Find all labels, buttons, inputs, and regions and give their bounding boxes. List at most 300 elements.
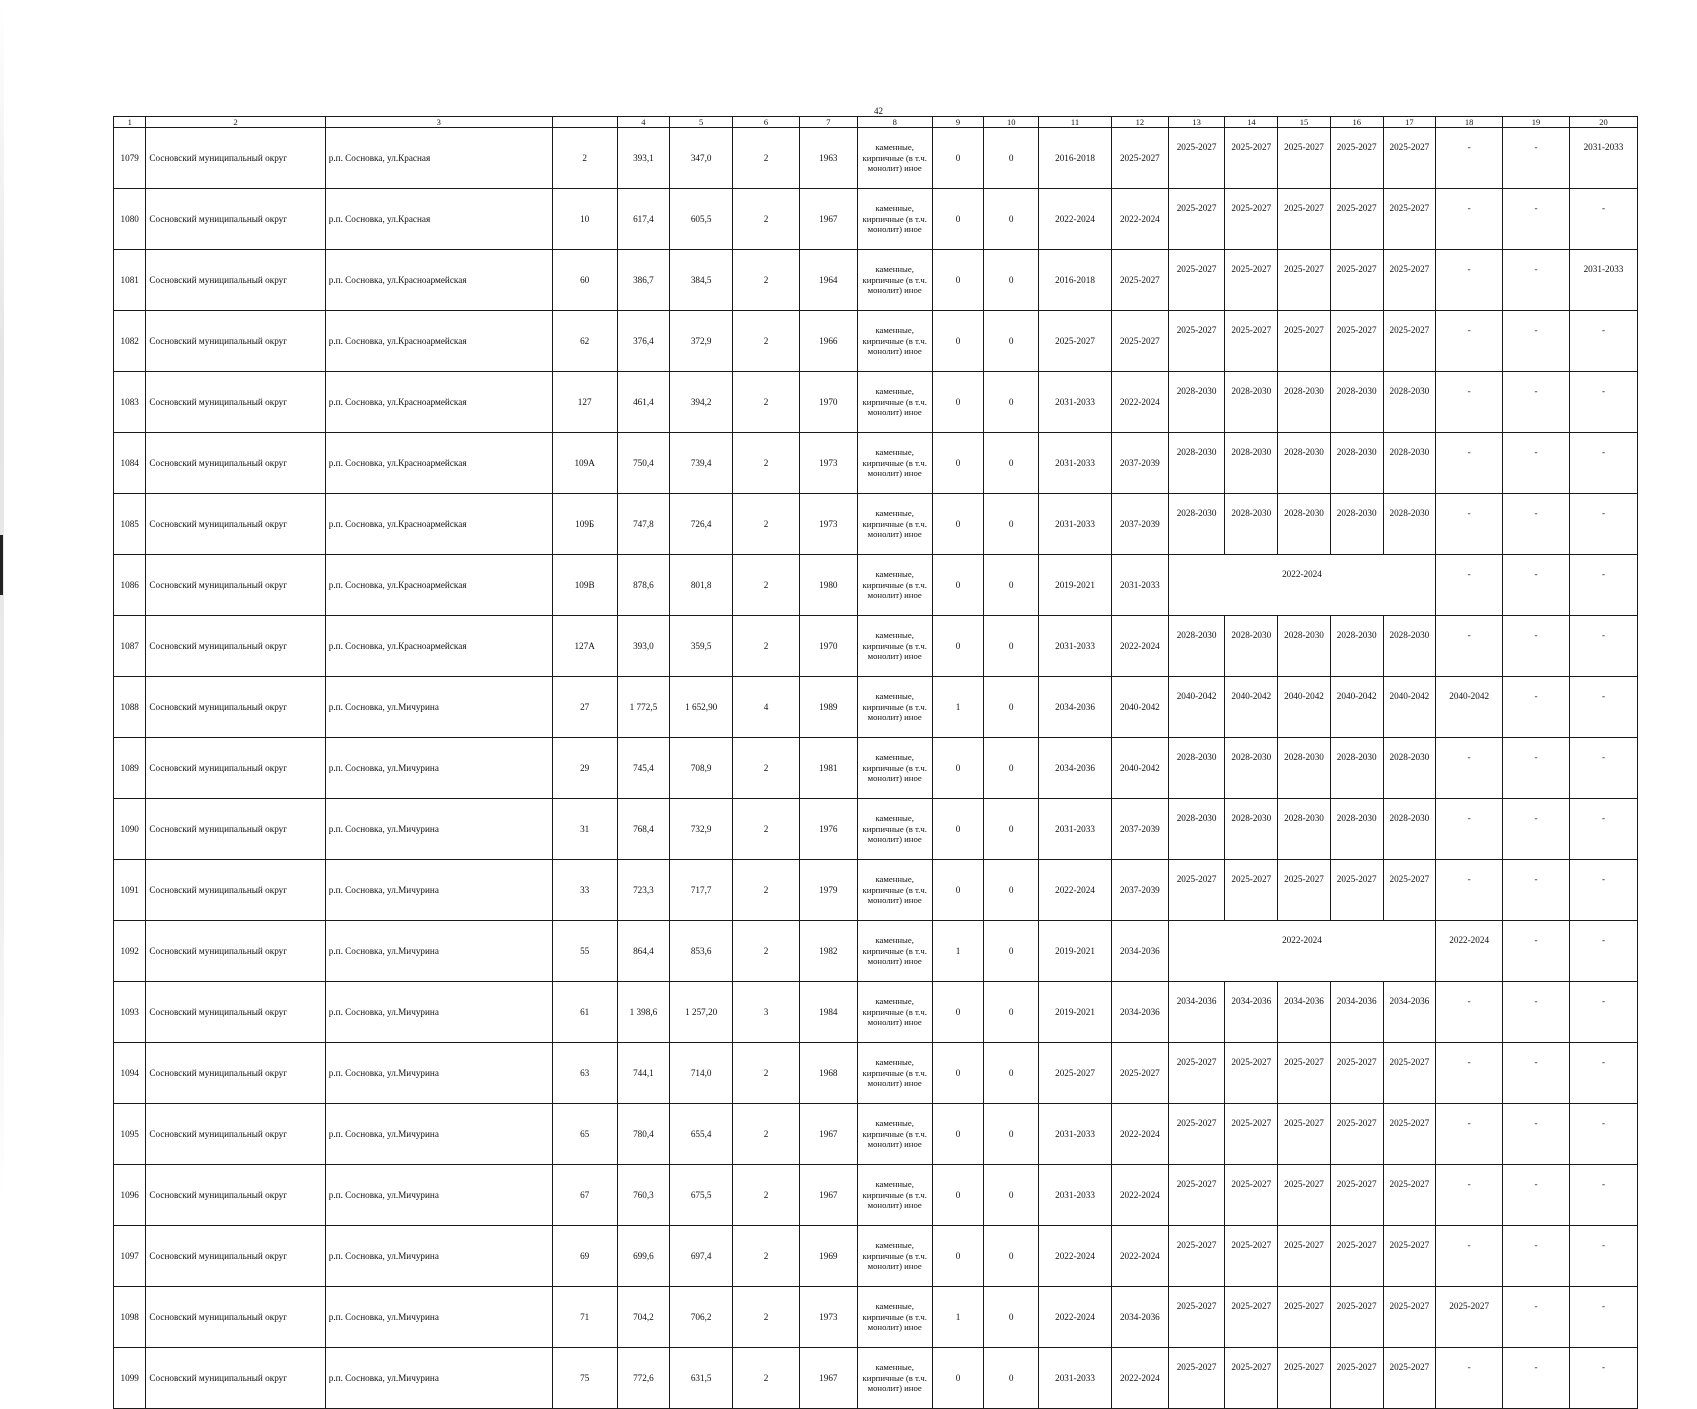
table-cell: 0 [932, 494, 984, 555]
table-cell: 2025-2027 [1112, 1043, 1169, 1104]
table-cell: 0 [984, 738, 1039, 799]
table-cell: 0 [984, 921, 1039, 982]
table-cell: 1086 [114, 555, 146, 616]
table-cell: 2025-2027 [1225, 189, 1278, 250]
table-cell: 2 [733, 433, 800, 494]
table-cell: 2022-2024 [1168, 921, 1435, 982]
table-cell: 772,6 [617, 1348, 670, 1409]
table-cell: 780,4 [617, 1104, 670, 1165]
table-cell: 2025-2027 [1330, 1043, 1383, 1104]
table-cell: - [1503, 616, 1570, 677]
table-cell: 2028-2030 [1225, 433, 1278, 494]
table-cell: 2025-2027 [1168, 1165, 1225, 1226]
table-cell: 71 [552, 1287, 617, 1348]
table-cell: 2025-2027 [1112, 128, 1169, 189]
table-cell: - [1503, 982, 1570, 1043]
table-cell: 1079 [114, 128, 146, 189]
table-cell: 2025-2027 [1225, 1348, 1278, 1409]
table-cell: 1973 [799, 433, 857, 494]
table-cell: Сосновский муниципальный округ [146, 1104, 325, 1165]
column-number: 14 [1225, 117, 1278, 128]
table-cell: 2025-2027 [1383, 860, 1436, 921]
table-cell: 0 [984, 128, 1039, 189]
table-cell: - [1503, 1043, 1570, 1104]
table-cell: 2025-2027 [1278, 1226, 1331, 1287]
table-cell: 0 [984, 311, 1039, 372]
table-cell: Сосновский муниципальный округ [146, 433, 325, 494]
table-cell: 1968 [799, 1043, 857, 1104]
table-cell: 1 772,5 [617, 677, 670, 738]
table-cell: р.п. Сосновка, ул.Мичурина [325, 921, 552, 982]
table-cell: 2037-2039 [1112, 433, 1169, 494]
table-cell: 2040-2042 [1436, 677, 1503, 738]
table-cell: 2019-2021 [1039, 982, 1112, 1043]
table-cell: 10 [552, 189, 617, 250]
table-cell: 2025-2027 [1383, 1348, 1436, 1409]
table-cell: 2025-2027 [1330, 1226, 1383, 1287]
table-cell: 0 [984, 189, 1039, 250]
table-cell: 0 [932, 372, 984, 433]
table-cell: 127А [552, 616, 617, 677]
table-cell: каменные, кирпичные (в т.ч. монолит) иное [857, 1165, 932, 1226]
table-cell: 33 [552, 860, 617, 921]
table-cell: 2025-2027 [1168, 1043, 1225, 1104]
table-cell: р.п. Сосновка, ул.Мичурина [325, 738, 552, 799]
table-cell: - [1503, 1165, 1570, 1226]
table-cell: 2025-2027 [1330, 1348, 1383, 1409]
column-number: 1 [114, 117, 146, 128]
table-cell: 1091 [114, 860, 146, 921]
table-cell: - [1503, 555, 1570, 616]
table-cell: 2025-2027 [1330, 1165, 1383, 1226]
table-cell: Сосновский муниципальный округ [146, 738, 325, 799]
column-number: 13 [1168, 117, 1225, 128]
table-cell: 0 [932, 1165, 984, 1226]
table-cell: 2022-2024 [1112, 372, 1169, 433]
table-cell: р.п. Сосновка, ул.Красноармейская [325, 250, 552, 311]
table-cell: 2025-2027 [1278, 311, 1331, 372]
table-cell: 2034-2036 [1278, 982, 1331, 1043]
table-cell: Сосновский муниципальный округ [146, 982, 325, 1043]
table-cell: 1094 [114, 1043, 146, 1104]
column-number: 5 [670, 117, 733, 128]
table-cell: 706,2 [670, 1287, 733, 1348]
table-cell: 55 [552, 921, 617, 982]
column-number: 9 [932, 117, 984, 128]
table-cell: Сосновский муниципальный округ [146, 494, 325, 555]
table-cell: 2022-2024 [1168, 555, 1435, 616]
table-cell: 1084 [114, 433, 146, 494]
table-cell: каменные, кирпичные (в т.ч. монолит) иное [857, 1104, 932, 1165]
column-number: 17 [1383, 117, 1436, 128]
table-cell: - [1503, 494, 1570, 555]
table-cell: 2031-2033 [1039, 799, 1112, 860]
column-number: 11 [1039, 117, 1112, 128]
table-cell: 2034-2036 [1168, 982, 1225, 1043]
table-cell: 1973 [799, 1287, 857, 1348]
table-cell: 739,4 [670, 433, 733, 494]
table-cell: 2034-2036 [1330, 982, 1383, 1043]
table-cell: 2025-2027 [1225, 860, 1278, 921]
table-cell: - [1569, 555, 1637, 616]
table-cell: 461,4 [617, 372, 670, 433]
column-number: 18 [1436, 117, 1503, 128]
table-cell: 2 [733, 250, 800, 311]
table-row [114, 189, 1638, 250]
table-cell: 2025-2027 [1225, 1287, 1278, 1348]
table-cell: 2034-2036 [1383, 982, 1436, 1043]
table-cell: 359,5 [670, 616, 733, 677]
table-row [114, 494, 1638, 555]
table-cell: - [1503, 677, 1570, 738]
table-cell: 394,2 [670, 372, 733, 433]
table-cell: - [1569, 1287, 1637, 1348]
table-cell: 2 [733, 738, 800, 799]
table-cell: 2025-2027 [1383, 1287, 1436, 1348]
table-cell: каменные, кирпичные (в т.ч. монолит) иное [857, 982, 932, 1043]
table-cell: 1080 [114, 189, 146, 250]
table-cell: 2 [733, 494, 800, 555]
table-cell: - [1503, 1104, 1570, 1165]
table-cell: каменные, кирпичные (в т.ч. монолит) иное [857, 921, 932, 982]
table-cell: Сосновский муниципальный округ [146, 1226, 325, 1287]
table-cell: р.п. Сосновка, ул.Мичурина [325, 677, 552, 738]
table-cell: 2022-2024 [1112, 1104, 1169, 1165]
table-cell: - [1569, 860, 1637, 921]
table-cell: 2022-2024 [1039, 1287, 1112, 1348]
table-cell: 1 257,20 [670, 982, 733, 1043]
table-cell: 1090 [114, 799, 146, 860]
table-cell: р.п. Сосновка, ул.Красноармейская [325, 311, 552, 372]
table-cell: 2025-2027 [1225, 1043, 1278, 1104]
table-cell: 127 [552, 372, 617, 433]
table-cell: 2025-2027 [1168, 1104, 1225, 1165]
table-cell: - [1436, 250, 1503, 311]
table-cell: 617,4 [617, 189, 670, 250]
table-cell: 2031-2033 [1112, 555, 1169, 616]
table-row [114, 616, 1638, 677]
table-cell: - [1436, 860, 1503, 921]
table-cell: - [1503, 1348, 1570, 1409]
table-cell: 1092 [114, 921, 146, 982]
table-cell: 2025-2027 [1168, 311, 1225, 372]
table-cell: 2031-2033 [1569, 250, 1637, 311]
table-cell: 2 [733, 921, 800, 982]
table-cell: - [1503, 128, 1570, 189]
table-cell: 2028-2030 [1330, 372, 1383, 433]
table-row [114, 555, 1638, 616]
table-cell: 2025-2027 [1436, 1287, 1503, 1348]
table-cell: 0 [932, 860, 984, 921]
table-cell: 2 [733, 860, 800, 921]
table-cell: 2028-2030 [1168, 799, 1225, 860]
table-cell: 2016-2018 [1039, 250, 1112, 311]
table-cell: 2028-2030 [1278, 616, 1331, 677]
table-cell: 2022-2024 [1112, 1165, 1169, 1226]
table-cell: 1085 [114, 494, 146, 555]
table-cell: каменные, кирпичные (в т.ч. монолит) иное [857, 860, 932, 921]
table-cell: 2 [733, 372, 800, 433]
table-cell: 393,0 [617, 616, 670, 677]
table-cell: 2025-2027 [1278, 128, 1331, 189]
table-cell: 386,7 [617, 250, 670, 311]
table-cell: 2028-2030 [1225, 616, 1278, 677]
table-cell: - [1569, 738, 1637, 799]
table-cell: 2025-2027 [1039, 311, 1112, 372]
table-cell: 2025-2027 [1039, 1043, 1112, 1104]
table-cell: 109В [552, 555, 617, 616]
table-cell: 1982 [799, 921, 857, 982]
table-cell: каменные, кирпичные (в т.ч. монолит) иное [857, 677, 932, 738]
table-cell: 1 652,90 [670, 677, 733, 738]
table-cell: 1981 [799, 738, 857, 799]
table-cell: 708,9 [670, 738, 733, 799]
table-cell: 1087 [114, 616, 146, 677]
table-cell: - [1569, 372, 1637, 433]
table-cell: 2025-2027 [1168, 860, 1225, 921]
table-cell: р.п. Сосновка, ул.Мичурина [325, 799, 552, 860]
table-cell: - [1436, 982, 1503, 1043]
table-cell: 2025-2027 [1330, 1104, 1383, 1165]
column-number: 2 [146, 117, 325, 128]
table-cell: каменные, кирпичные (в т.ч. монолит) иное [857, 738, 932, 799]
table-cell: 1081 [114, 250, 146, 311]
table-cell: 0 [984, 1348, 1039, 1409]
table-cell: 605,5 [670, 189, 733, 250]
table-row [114, 799, 1638, 860]
table-cell: 2 [733, 616, 800, 677]
column-number: 6 [733, 117, 800, 128]
table-cell: каменные, кирпичные (в т.ч. монолит) иное [857, 1226, 932, 1287]
table-cell: 109Б [552, 494, 617, 555]
table-cell: р.п. Сосновка, ул.Красная [325, 189, 552, 250]
table-cell: р.п. Сосновка, ул.Мичурина [325, 1165, 552, 1226]
table-cell: р.п. Сосновка, ул.Красноармейская [325, 555, 552, 616]
table-cell: 0 [932, 311, 984, 372]
column-number: 16 [1330, 117, 1383, 128]
table-cell: каменные, кирпичные (в т.ч. монолит) иное [857, 1348, 932, 1409]
table-cell: 0 [984, 250, 1039, 311]
table-cell: 750,4 [617, 433, 670, 494]
table-cell: 699,6 [617, 1226, 670, 1287]
table-cell: 2025-2027 [1225, 128, 1278, 189]
table-cell: 0 [932, 555, 984, 616]
table-cell: 1967 [799, 1348, 857, 1409]
table-cell: каменные, кирпичные (в т.ч. монолит) иное [857, 128, 932, 189]
table-cell: 2025-2027 [1278, 1104, 1331, 1165]
table-cell: 2025-2027 [1278, 860, 1331, 921]
table-cell: 2028-2030 [1168, 372, 1225, 433]
table-cell: 0 [932, 128, 984, 189]
table-cell: 1096 [114, 1165, 146, 1226]
table-cell: каменные, кирпичные (в т.ч. монолит) иное [857, 433, 932, 494]
table-row [114, 982, 1638, 1043]
table-cell: 2 [733, 1104, 800, 1165]
table-cell: 2034-2036 [1112, 982, 1169, 1043]
table-cell: 2025-2027 [1225, 250, 1278, 311]
table-cell: 0 [932, 250, 984, 311]
table-cell: р.п. Сосновка, ул.Красноармейская [325, 372, 552, 433]
table-cell: 62 [552, 311, 617, 372]
table-cell: 2028-2030 [1330, 616, 1383, 677]
table-cell: 2028-2030 [1383, 433, 1436, 494]
table-cell: р.п. Сосновка, ул.Красноармейская [325, 616, 552, 677]
table-cell: 1088 [114, 677, 146, 738]
table-cell: - [1569, 799, 1637, 860]
table-cell: Сосновский муниципальный округ [146, 250, 325, 311]
table-cell: 1095 [114, 1104, 146, 1165]
table-cell: 2022-2024 [1112, 189, 1169, 250]
table-cell: 2022-2024 [1112, 616, 1169, 677]
table-cell: каменные, кирпичные (в т.ч. монолит) иное [857, 799, 932, 860]
table-cell: 2025-2027 [1168, 1287, 1225, 1348]
table-cell: 2025-2027 [1383, 250, 1436, 311]
table-cell: 0 [984, 494, 1039, 555]
table-cell: 109А [552, 433, 617, 494]
table-row [114, 311, 1638, 372]
table-cell: 655,4 [670, 1104, 733, 1165]
table-cell: 723,3 [617, 860, 670, 921]
table-cell: 393,1 [617, 128, 670, 189]
table-cell: 2025-2027 [1112, 311, 1169, 372]
table-cell: 4 [733, 677, 800, 738]
table-cell: р.п. Сосновка, ул.Мичурина [325, 860, 552, 921]
table-row [114, 1287, 1638, 1348]
table-cell: - [1503, 799, 1570, 860]
table-cell: Сосновский муниципальный округ [146, 372, 325, 433]
column-number: 8 [857, 117, 932, 128]
table-cell: 2028-2030 [1383, 616, 1436, 677]
table-cell: 2031-2033 [1039, 1104, 1112, 1165]
table-cell: 0 [984, 860, 1039, 921]
table-cell: - [1569, 982, 1637, 1043]
table-row [114, 372, 1638, 433]
table-cell: 2 [733, 1043, 800, 1104]
table-cell: 0 [984, 1104, 1039, 1165]
table-cell: 2025-2027 [1383, 128, 1436, 189]
table-cell: 1966 [799, 311, 857, 372]
table-cell: 2031-2033 [1039, 494, 1112, 555]
table-cell: - [1503, 311, 1570, 372]
table-cell: 2025-2027 [1330, 1287, 1383, 1348]
table-cell: 0 [932, 982, 984, 1043]
table-cell: 2031-2033 [1569, 128, 1637, 189]
table-cell: - [1503, 372, 1570, 433]
table-cell: Сосновский муниципальный округ [146, 799, 325, 860]
table-cell: 2022-2024 [1039, 860, 1112, 921]
table-cell: 2022-2024 [1436, 921, 1503, 982]
table-cell: 2028-2030 [1278, 799, 1331, 860]
column-number: 20 [1569, 117, 1637, 128]
table-cell: 1083 [114, 372, 146, 433]
table-cell: - [1569, 189, 1637, 250]
table-cell: 732,9 [670, 799, 733, 860]
table-cell: 2040-2042 [1278, 677, 1331, 738]
table-cell: 0 [984, 1165, 1039, 1226]
table-cell: 2037-2039 [1112, 799, 1169, 860]
table-cell: - [1436, 1165, 1503, 1226]
table-cell: 2025-2027 [1278, 250, 1331, 311]
table-cell: - [1569, 1226, 1637, 1287]
table-cell: 2031-2033 [1039, 433, 1112, 494]
table-cell: 1980 [799, 555, 857, 616]
table-cell: 0 [984, 677, 1039, 738]
table-row [114, 860, 1638, 921]
table-cell: 1089 [114, 738, 146, 799]
table-cell: 2022-2024 [1039, 1226, 1112, 1287]
table-cell: 2025-2027 [1383, 1043, 1436, 1104]
column-number: 19 [1503, 117, 1570, 128]
table-cell: 1099 [114, 1348, 146, 1409]
table-cell: 2025-2027 [1225, 311, 1278, 372]
table-cell: - [1436, 189, 1503, 250]
table-cell: 2 [733, 799, 800, 860]
table-cell: Сосновский муниципальный округ [146, 921, 325, 982]
table-cell: 2028-2030 [1168, 433, 1225, 494]
table-cell: 0 [984, 1226, 1039, 1287]
table-cell: каменные, кирпичные (в т.ч. монолит) иное [857, 189, 932, 250]
table-cell: 2025-2027 [1330, 860, 1383, 921]
table-cell: - [1569, 433, 1637, 494]
table-cell: 2040-2042 [1112, 677, 1169, 738]
table-cell: 0 [932, 799, 984, 860]
table-cell: 2040-2042 [1112, 738, 1169, 799]
table-cell: - [1436, 1104, 1503, 1165]
table-cell: - [1436, 1043, 1503, 1104]
table-cell: 2025-2027 [1168, 250, 1225, 311]
table-cell: р.п. Сосновка, ул.Красная [325, 128, 552, 189]
table-cell: - [1436, 311, 1503, 372]
table-cell: 768,4 [617, 799, 670, 860]
table-cell: 853,6 [670, 921, 733, 982]
table-cell: Сосновский муниципальный округ [146, 1348, 325, 1409]
table-cell: 1082 [114, 311, 146, 372]
table-cell: 2022-2024 [1039, 189, 1112, 250]
column-number: 7 [799, 117, 857, 128]
table-cell: - [1503, 250, 1570, 311]
table-cell: 2028-2030 [1383, 372, 1436, 433]
table-cell: - [1436, 738, 1503, 799]
column-number-row [114, 117, 1638, 128]
table-cell: 2 [733, 1226, 800, 1287]
table-cell: 2022-2024 [1112, 1226, 1169, 1287]
table-cell: 2025-2027 [1278, 1165, 1331, 1226]
table-cell: 1 [932, 921, 984, 982]
table-cell: 2019-2021 [1039, 555, 1112, 616]
column-number: 10 [984, 117, 1039, 128]
table-cell: 0 [984, 982, 1039, 1043]
table-cell: 1098 [114, 1287, 146, 1348]
table-cell: 372,9 [670, 311, 733, 372]
table-cell: р.п. Сосновка, ул.Красноармейская [325, 433, 552, 494]
table-cell: 2028-2030 [1225, 738, 1278, 799]
table-cell: 2 [733, 555, 800, 616]
table-cell: 2025-2027 [1225, 1226, 1278, 1287]
table-cell: Сосновский муниципальный округ [146, 189, 325, 250]
table-cell: 675,5 [670, 1165, 733, 1226]
table-cell: 0 [984, 616, 1039, 677]
table-cell: 2 [733, 128, 800, 189]
table-cell: 0 [932, 1226, 984, 1287]
table-cell: каменные, кирпичные (в т.ч. монолит) иное [857, 616, 932, 677]
table-cell: - [1569, 1104, 1637, 1165]
table-cell: 2037-2039 [1112, 860, 1169, 921]
column-number: 4 [617, 117, 670, 128]
table-cell: каменные, кирпичные (в т.ч. монолит) иное [857, 1287, 932, 1348]
table-cell: 2028-2030 [1330, 433, 1383, 494]
table-cell: 0 [984, 799, 1039, 860]
table-cell: 2028-2030 [1225, 799, 1278, 860]
